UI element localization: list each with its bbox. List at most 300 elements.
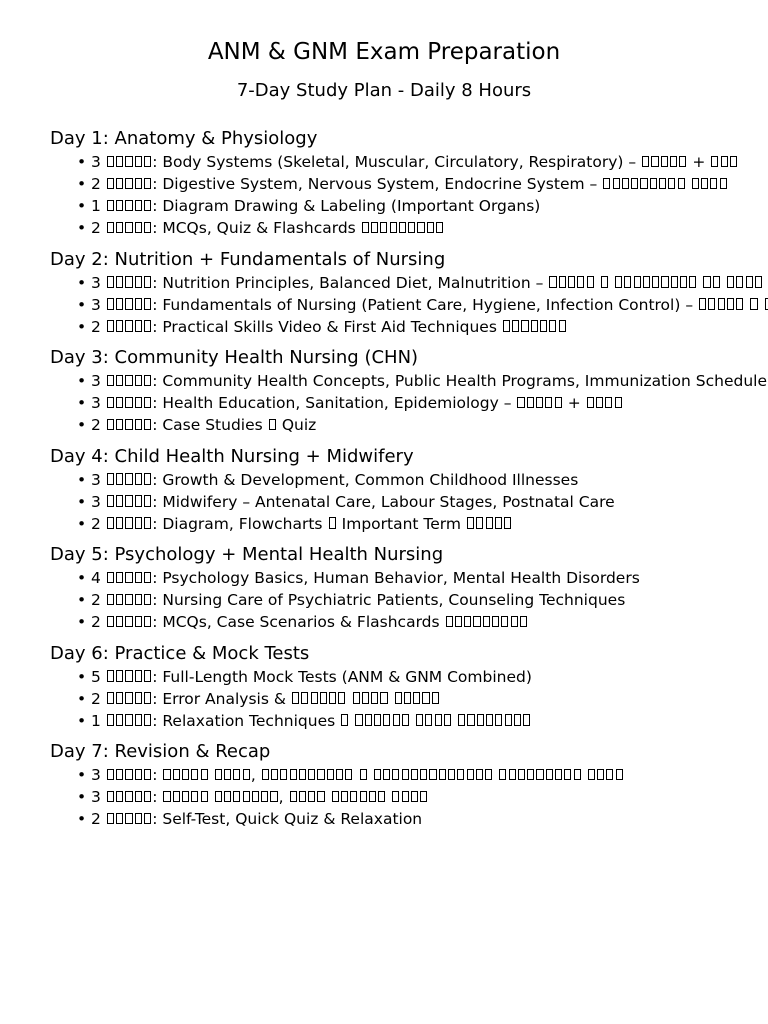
missing-glyph-box bbox=[116, 178, 123, 189]
missing-glyph-box bbox=[606, 769, 613, 780]
missing-glyph-box bbox=[458, 714, 465, 725]
missing-glyph-box bbox=[661, 276, 668, 287]
missing-glyph-box bbox=[125, 813, 132, 824]
day-item bbox=[0, 370, 768, 392]
day-heading: Day 4: Child Health Nursing + Midwifery bbox=[50, 445, 414, 467]
missing-glyph-box bbox=[107, 495, 114, 506]
missing-glyph-box bbox=[555, 397, 562, 408]
missing-glyph-box bbox=[125, 572, 132, 583]
missing-glyph-box bbox=[501, 616, 508, 627]
missing-glyph-box bbox=[404, 692, 411, 703]
missing-glyph-box bbox=[116, 397, 123, 408]
missing-glyph-box bbox=[374, 714, 381, 725]
day-section bbox=[0, 248, 768, 338]
missing-glyph-box bbox=[518, 769, 525, 780]
day-item bbox=[0, 272, 768, 294]
missing-glyph-box bbox=[135, 397, 142, 408]
day-section bbox=[0, 740, 768, 830]
missing-glyph-box bbox=[559, 276, 566, 287]
day-heading: Day 2: Nutrition + Fundamentals of Nursing bbox=[50, 248, 446, 270]
missing-glyph-box bbox=[125, 276, 132, 287]
missing-glyph-box bbox=[369, 791, 376, 802]
missing-glyph-box bbox=[135, 572, 142, 583]
missing-glyph-box bbox=[545, 397, 552, 408]
missing-glyph-box bbox=[505, 714, 512, 725]
missing-glyph-box bbox=[511, 616, 518, 627]
missing-glyph-box bbox=[107, 714, 114, 725]
missing-glyph-box bbox=[107, 276, 114, 287]
missing-glyph-box bbox=[615, 397, 622, 408]
missing-glyph-box bbox=[107, 594, 114, 605]
missing-glyph-box bbox=[736, 276, 743, 287]
missing-glyph-box bbox=[640, 178, 647, 189]
missing-glyph-box bbox=[116, 156, 123, 167]
missing-glyph-box bbox=[107, 222, 114, 233]
missing-glyph-box bbox=[432, 692, 439, 703]
missing-glyph-box bbox=[116, 572, 123, 583]
missing-glyph-box bbox=[144, 714, 151, 725]
missing-glyph-box bbox=[125, 495, 132, 506]
bullet-marker: • bbox=[77, 788, 87, 806]
day-section bbox=[0, 642, 768, 732]
missing-glyph-box bbox=[514, 714, 521, 725]
missing-glyph-box bbox=[678, 178, 685, 189]
missing-glyph-box bbox=[144, 517, 151, 528]
day-item bbox=[0, 414, 768, 436]
bullet-marker: • bbox=[77, 591, 87, 609]
missing-glyph-box bbox=[107, 419, 114, 430]
missing-glyph-box bbox=[485, 769, 492, 780]
day-item bbox=[0, 688, 768, 710]
missing-glyph-box bbox=[721, 156, 728, 167]
missing-glyph-box bbox=[411, 791, 418, 802]
day-item-list bbox=[0, 272, 768, 338]
day-item bbox=[0, 567, 768, 589]
missing-glyph-box bbox=[125, 517, 132, 528]
missing-glyph-box bbox=[492, 616, 499, 627]
day-section bbox=[0, 127, 768, 239]
bullet-marker: • bbox=[77, 175, 87, 193]
document-subtitle: 7-Day Study Plan - Daily 8 Hours bbox=[236, 80, 532, 101]
missing-glyph-box bbox=[564, 769, 571, 780]
missing-glyph-box bbox=[393, 714, 400, 725]
missing-glyph-box bbox=[262, 769, 269, 780]
bullet-marker: • bbox=[77, 613, 87, 631]
missing-glyph-box bbox=[144, 375, 151, 386]
missing-glyph-box bbox=[679, 156, 686, 167]
missing-glyph-box bbox=[261, 791, 268, 802]
day-item-text: 3 : Midwifery – Antenatal Care, Labour Stages, Postnatal Care bbox=[91, 492, 615, 511]
day-item bbox=[0, 491, 768, 513]
missing-glyph-box bbox=[116, 419, 123, 430]
missing-glyph-box bbox=[473, 616, 480, 627]
missing-glyph-box bbox=[555, 769, 562, 780]
day-item bbox=[0, 710, 768, 732]
bullet-marker: • bbox=[77, 273, 87, 292]
missing-glyph-box bbox=[476, 517, 483, 528]
day-item bbox=[0, 469, 768, 491]
day-item-text: 2 : MCQs, Quiz & Flashcards bbox=[91, 219, 444, 237]
missing-glyph-box bbox=[191, 791, 198, 802]
missing-glyph-box bbox=[439, 769, 446, 780]
missing-glyph-box bbox=[135, 320, 142, 331]
missing-glyph-box bbox=[173, 769, 180, 780]
missing-glyph-box bbox=[116, 769, 123, 780]
bullet-marker: • bbox=[77, 569, 87, 587]
missing-glyph-box bbox=[750, 298, 757, 309]
missing-glyph-box bbox=[135, 276, 142, 287]
missing-glyph-box bbox=[429, 769, 436, 780]
missing-glyph-box bbox=[536, 769, 543, 780]
missing-glyph-box bbox=[703, 276, 710, 287]
missing-glyph-box bbox=[107, 375, 114, 386]
missing-glyph-box bbox=[135, 769, 142, 780]
missing-glyph-box bbox=[173, 791, 180, 802]
bullet-marker: • bbox=[77, 416, 87, 434]
day-item-text: 3 : Body Systems (Skeletal, Muscular, Circulatory, Respiratory) – + bbox=[91, 153, 738, 171]
missing-glyph-box bbox=[371, 692, 378, 703]
missing-glyph-box bbox=[135, 495, 142, 506]
missing-glyph-box bbox=[521, 320, 528, 331]
missing-glyph-box bbox=[353, 692, 360, 703]
day-heading: Day 3: Community Health Nursing (CHN) bbox=[50, 347, 419, 368]
missing-glyph-box bbox=[699, 298, 706, 309]
missing-glyph-box bbox=[631, 178, 638, 189]
missing-glyph-box bbox=[135, 473, 142, 484]
missing-glyph-box bbox=[135, 670, 142, 681]
missing-glyph-box bbox=[107, 178, 114, 189]
missing-glyph-box bbox=[365, 714, 372, 725]
missing-glyph-box bbox=[201, 791, 208, 802]
missing-glyph-box bbox=[624, 276, 631, 287]
missing-glyph-box bbox=[135, 594, 142, 605]
missing-glyph-box bbox=[107, 813, 114, 824]
missing-glyph-box bbox=[457, 769, 464, 780]
missing-glyph-box bbox=[577, 276, 584, 287]
missing-glyph-box bbox=[413, 692, 420, 703]
day-item bbox=[0, 173, 768, 195]
missing-glyph-box bbox=[402, 714, 409, 725]
missing-glyph-box bbox=[642, 156, 649, 167]
day-heading: Day 6: Practice & Mock Tests bbox=[50, 642, 310, 664]
missing-glyph-box bbox=[144, 495, 151, 506]
missing-glyph-box bbox=[380, 222, 387, 233]
missing-glyph-box bbox=[746, 276, 753, 287]
day-section bbox=[0, 543, 768, 633]
missing-glyph-box bbox=[135, 156, 142, 167]
missing-glyph-box bbox=[252, 791, 259, 802]
missing-glyph-box bbox=[399, 222, 406, 233]
missing-glyph-box bbox=[224, 769, 231, 780]
missing-glyph-box bbox=[135, 616, 142, 627]
missing-glyph-box bbox=[362, 222, 369, 233]
missing-glyph-box bbox=[436, 222, 443, 233]
missing-glyph-box bbox=[125, 769, 132, 780]
day-item-text: 3 : Nutrition Principles, Balanced Diet, Malnutrition – bbox=[91, 274, 763, 292]
missing-glyph-box bbox=[329, 517, 336, 528]
missing-glyph-box bbox=[467, 714, 474, 725]
missing-glyph-box bbox=[116, 616, 123, 627]
bullet-marker: • bbox=[77, 317, 87, 336]
missing-glyph-box bbox=[486, 714, 493, 725]
missing-glyph-box bbox=[144, 572, 151, 583]
missing-glyph-box bbox=[280, 769, 287, 780]
day-item-text: 2 : Diagram, Flowcharts Important Term bbox=[91, 515, 512, 533]
day-section bbox=[0, 445, 768, 535]
missing-glyph-box bbox=[201, 769, 208, 780]
missing-glyph-box bbox=[446, 616, 453, 627]
missing-glyph-box bbox=[680, 276, 687, 287]
missing-glyph-box bbox=[107, 156, 114, 167]
missing-glyph-box bbox=[243, 769, 250, 780]
day-item-text: 2 : Error Analysis & bbox=[91, 690, 440, 708]
day-item bbox=[0, 786, 768, 808]
missing-glyph-box bbox=[125, 375, 132, 386]
missing-glyph-box bbox=[135, 517, 142, 528]
missing-glyph-box bbox=[380, 692, 387, 703]
bullet-marker: • bbox=[77, 153, 87, 171]
missing-glyph-box bbox=[116, 692, 123, 703]
missing-glyph-box bbox=[546, 769, 553, 780]
day-item bbox=[0, 589, 768, 611]
missing-glyph-box bbox=[425, 714, 432, 725]
missing-glyph-box bbox=[360, 769, 367, 780]
missing-glyph-box bbox=[615, 276, 622, 287]
missing-glyph-box bbox=[341, 714, 348, 725]
missing-glyph-box bbox=[135, 813, 142, 824]
missing-glyph-box bbox=[144, 616, 151, 627]
missing-glyph-box bbox=[107, 320, 114, 331]
missing-glyph-box bbox=[634, 276, 641, 287]
missing-glyph-box bbox=[652, 276, 659, 287]
missing-glyph-box bbox=[420, 791, 427, 802]
missing-glyph-box bbox=[125, 692, 132, 703]
day-heading: Day 1: Anatomy & Physiology bbox=[50, 128, 318, 149]
missing-glyph-box bbox=[435, 714, 442, 725]
missing-glyph-box bbox=[383, 714, 390, 725]
day-item-text: 3 : , bbox=[91, 766, 624, 784]
missing-glyph-box bbox=[125, 616, 132, 627]
bullet-marker: • bbox=[77, 372, 87, 390]
day-heading: Day 7: Revision & Recap bbox=[50, 741, 271, 762]
document-title: ANM & GNM Exam Preparation bbox=[207, 39, 561, 65]
missing-glyph-box bbox=[233, 769, 240, 780]
missing-glyph-box bbox=[549, 320, 556, 331]
day-item-list bbox=[0, 151, 768, 239]
day-heading: Day 5: Psychology + Mental Health Nursing bbox=[50, 544, 444, 565]
day-item-list bbox=[0, 567, 768, 633]
missing-glyph-box bbox=[135, 200, 142, 211]
day-item-text: 4 : Psychology Basics, Human Behavior, Mental Health Disorders bbox=[91, 569, 640, 587]
day-item-list bbox=[0, 666, 768, 732]
bullet-marker: • bbox=[77, 295, 87, 314]
missing-glyph-box bbox=[125, 714, 132, 725]
day-item-list bbox=[0, 469, 768, 535]
missing-glyph-box bbox=[495, 714, 502, 725]
day-item-text: 3 : Growth & Development, Common Childhood Illnesses bbox=[91, 470, 579, 489]
missing-glyph-box bbox=[350, 791, 357, 802]
missing-glyph-box bbox=[144, 397, 151, 408]
missing-glyph-box bbox=[713, 276, 720, 287]
missing-glyph-box bbox=[116, 222, 123, 233]
missing-glyph-box bbox=[568, 276, 575, 287]
missing-glyph-box bbox=[163, 769, 170, 780]
bullet-marker: • bbox=[77, 197, 87, 215]
missing-glyph-box bbox=[605, 397, 612, 408]
missing-glyph-box bbox=[374, 769, 381, 780]
missing-glyph-box bbox=[107, 298, 114, 309]
missing-glyph-box bbox=[671, 276, 678, 287]
missing-glyph-box bbox=[317, 769, 324, 780]
missing-glyph-box bbox=[116, 495, 123, 506]
missing-glyph-box bbox=[107, 517, 114, 528]
missing-glyph-box bbox=[692, 178, 699, 189]
missing-glyph-box bbox=[540, 320, 547, 331]
missing-glyph-box bbox=[182, 791, 189, 802]
missing-glyph-box bbox=[483, 616, 490, 627]
missing-glyph-box bbox=[116, 517, 123, 528]
missing-glyph-box bbox=[125, 298, 132, 309]
day-item bbox=[0, 151, 768, 173]
bullet-marker: • bbox=[77, 711, 87, 730]
missing-glyph-box bbox=[125, 156, 132, 167]
missing-glyph-box bbox=[755, 276, 762, 287]
missing-glyph-box bbox=[116, 276, 123, 287]
day-item bbox=[0, 611, 768, 633]
missing-glyph-box bbox=[588, 769, 595, 780]
day-item-text: 2 : Self-Test, Quick Quiz & Relaxation bbox=[91, 810, 423, 828]
missing-glyph-box bbox=[233, 791, 240, 802]
missing-glyph-box bbox=[765, 298, 768, 309]
missing-glyph-box bbox=[125, 397, 132, 408]
missing-glyph-box bbox=[144, 276, 151, 287]
missing-glyph-box bbox=[596, 397, 603, 408]
missing-glyph-box bbox=[455, 616, 462, 627]
missing-glyph-box bbox=[402, 769, 409, 780]
missing-glyph-box bbox=[320, 692, 327, 703]
missing-glyph-box bbox=[107, 670, 114, 681]
missing-glyph-box bbox=[144, 156, 151, 167]
missing-glyph-box bbox=[512, 320, 519, 331]
bullet-marker: • bbox=[77, 492, 87, 511]
missing-glyph-box bbox=[378, 791, 385, 802]
day-item bbox=[0, 666, 768, 688]
missing-glyph-box bbox=[467, 769, 474, 780]
missing-glyph-box bbox=[392, 769, 399, 780]
missing-glyph-box bbox=[390, 222, 397, 233]
missing-glyph-box bbox=[125, 670, 132, 681]
missing-glyph-box bbox=[308, 791, 315, 802]
missing-glyph-box bbox=[503, 320, 510, 331]
missing-glyph-box bbox=[107, 572, 114, 583]
missing-glyph-box bbox=[107, 200, 114, 211]
missing-glyph-box bbox=[290, 769, 297, 780]
study-plan-days bbox=[0, 127, 768, 830]
missing-glyph-box bbox=[338, 692, 345, 703]
missing-glyph-box bbox=[116, 813, 123, 824]
missing-glyph-box bbox=[520, 616, 527, 627]
missing-glyph-box bbox=[727, 276, 734, 287]
missing-glyph-box bbox=[135, 375, 142, 386]
missing-glyph-box bbox=[416, 714, 423, 725]
missing-glyph-box bbox=[116, 473, 123, 484]
missing-glyph-box bbox=[408, 222, 415, 233]
day-item-text: 3 : Community Health Concepts, Public Health Programs, Immunization Schedule bbox=[91, 372, 767, 390]
missing-glyph-box bbox=[116, 320, 123, 331]
missing-glyph-box bbox=[144, 320, 151, 331]
missing-glyph-box bbox=[509, 769, 516, 780]
day-item-text: 3 : Health Education, Sanitation, Epidemiology – + bbox=[91, 394, 623, 412]
day-item-text: 2 : Case Studies Quiz bbox=[91, 416, 317, 434]
missing-glyph-box bbox=[107, 769, 114, 780]
missing-glyph-box bbox=[135, 178, 142, 189]
missing-glyph-box bbox=[730, 156, 737, 167]
missing-glyph-box bbox=[135, 791, 142, 802]
missing-glyph-box bbox=[163, 791, 170, 802]
missing-glyph-box bbox=[116, 375, 123, 386]
missing-glyph-box bbox=[144, 298, 151, 309]
missing-glyph-box bbox=[613, 178, 620, 189]
missing-glyph-box bbox=[107, 616, 114, 627]
missing-glyph-box bbox=[125, 178, 132, 189]
missing-glyph-box bbox=[531, 320, 538, 331]
missing-glyph-box bbox=[345, 769, 352, 780]
missing-glyph-box bbox=[125, 594, 132, 605]
missing-glyph-box bbox=[670, 156, 677, 167]
missing-glyph-box bbox=[341, 791, 348, 802]
missing-glyph-box bbox=[144, 670, 151, 681]
missing-glyph-box bbox=[661, 156, 668, 167]
missing-glyph-box bbox=[477, 714, 484, 725]
missing-glyph-box bbox=[499, 769, 506, 780]
missing-glyph-box bbox=[517, 397, 524, 408]
bullet-marker: • bbox=[77, 514, 87, 533]
missing-glyph-box bbox=[327, 769, 334, 780]
missing-glyph-box bbox=[603, 178, 610, 189]
day-item-text: 5 : Full-Length Mock Tests (ANM & GNM Combined) bbox=[91, 667, 532, 686]
missing-glyph-box bbox=[290, 791, 297, 802]
missing-glyph-box bbox=[317, 791, 324, 802]
bullet-marker: • bbox=[77, 810, 87, 828]
missing-glyph-box bbox=[135, 298, 142, 309]
missing-glyph-box bbox=[527, 769, 534, 780]
missing-glyph-box bbox=[650, 178, 657, 189]
missing-glyph-box bbox=[417, 222, 424, 233]
missing-glyph-box bbox=[299, 791, 306, 802]
missing-glyph-box bbox=[107, 692, 114, 703]
day-item-text: 3 : , bbox=[91, 788, 428, 806]
missing-glyph-box bbox=[411, 769, 418, 780]
missing-glyph-box bbox=[116, 298, 123, 309]
missing-glyph-box bbox=[125, 419, 132, 430]
day-item-text: 2 : Nursing Care of Psychiatric Patients, Counseling Techniques bbox=[91, 591, 626, 609]
missing-glyph-box bbox=[215, 791, 222, 802]
missing-glyph-box bbox=[371, 222, 378, 233]
missing-glyph-box bbox=[448, 769, 455, 780]
day-section bbox=[0, 346, 768, 436]
missing-glyph-box bbox=[444, 714, 451, 725]
missing-glyph-box bbox=[736, 298, 743, 309]
missing-glyph-box bbox=[668, 178, 675, 189]
missing-glyph-box bbox=[269, 419, 276, 430]
missing-glyph-box bbox=[301, 692, 308, 703]
missing-glyph-box bbox=[362, 692, 369, 703]
missing-glyph-box bbox=[559, 320, 566, 331]
missing-glyph-box bbox=[144, 222, 151, 233]
missing-glyph-box bbox=[107, 791, 114, 802]
missing-glyph-box bbox=[651, 156, 658, 167]
missing-glyph-box bbox=[135, 419, 142, 430]
